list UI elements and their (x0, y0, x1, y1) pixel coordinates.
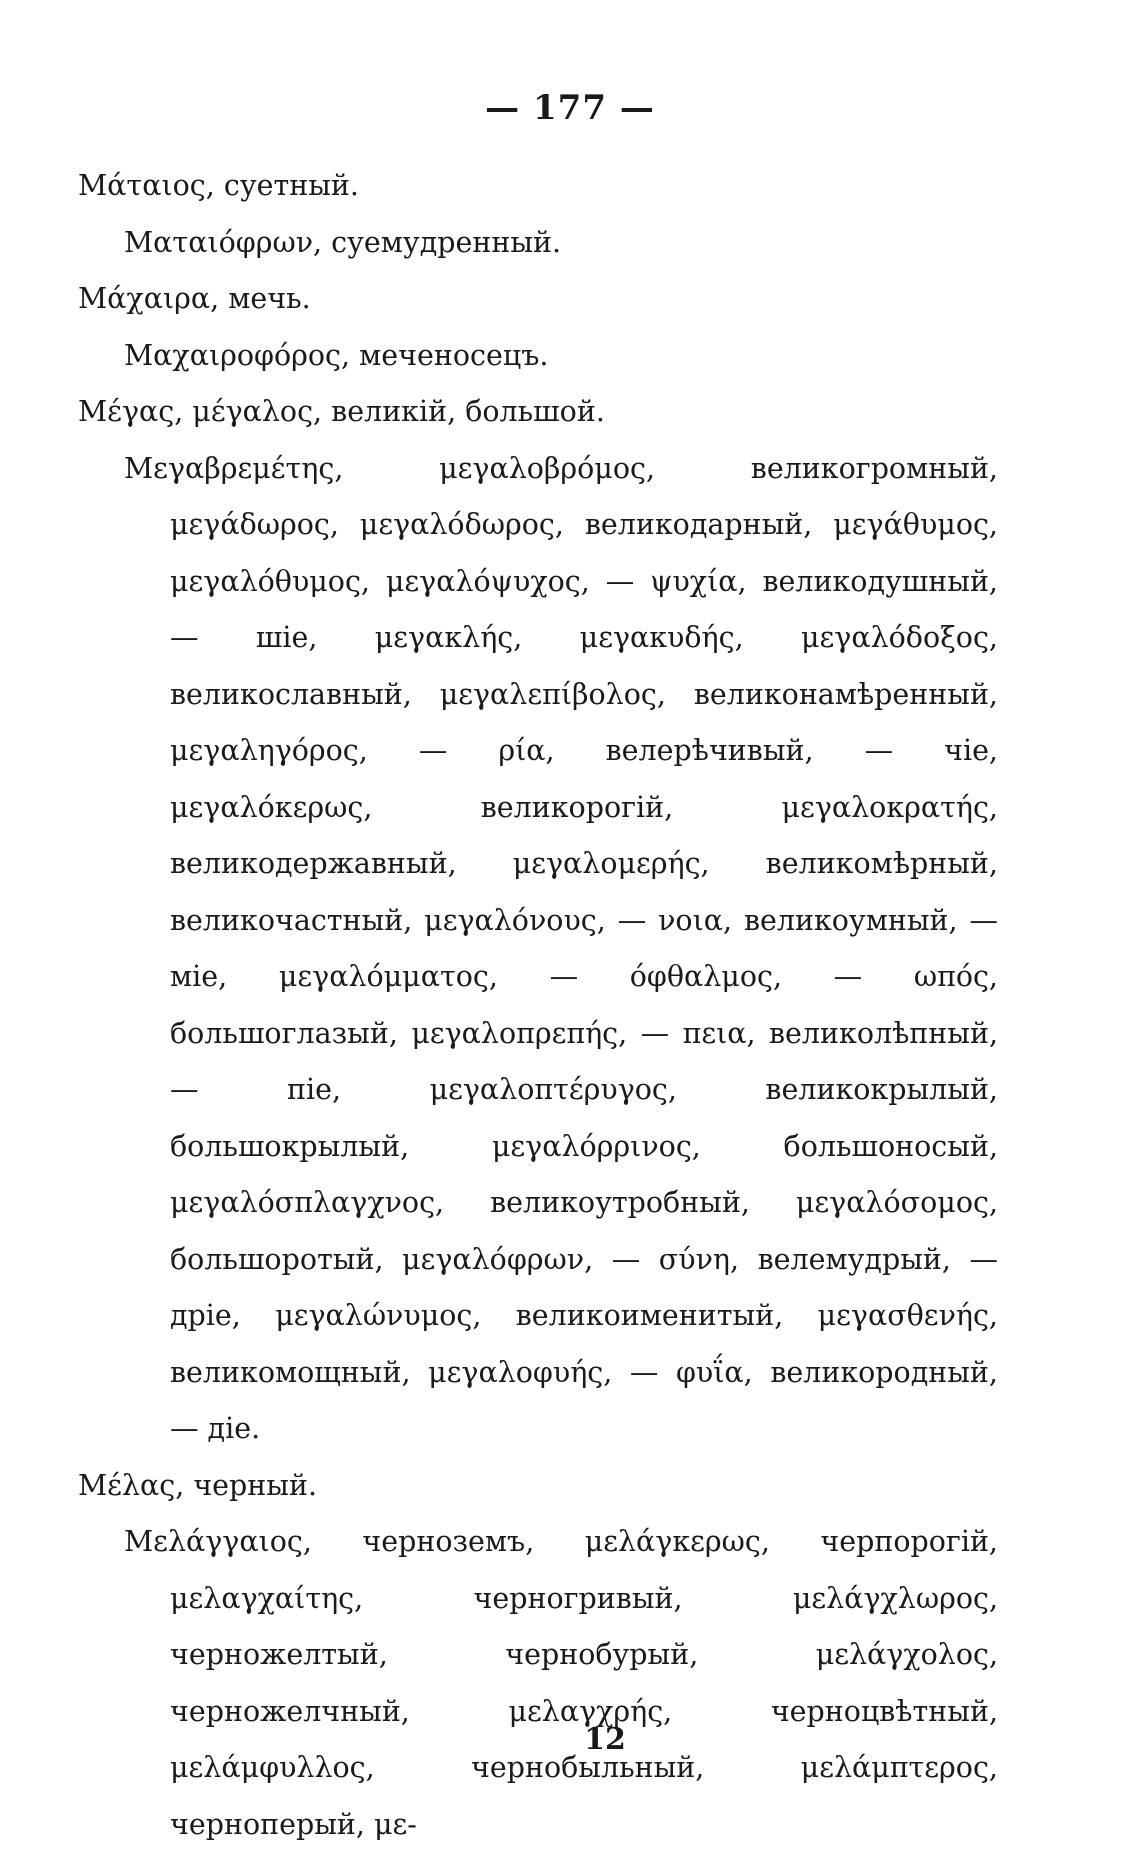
entry-text: Μελάγγαιος, черноземъ, μελάγκερως, черпорогій, μελαγχαίτης, черногривый, μελάγχλωρος, черножелтый, чернобурый, μελάγχολος, черножелчный, μελαγχρής, черноцвѣтный, μελάμφυλλος, чернобыльный, μελάμπτερος, черноперый, με- (124, 1525, 998, 1841)
entry-text: Μάταιος, суетный. (78, 169, 359, 202)
entry-text: Μέγας, μέγαλος, великій, большой. (78, 395, 605, 428)
entry-text: Μάχαιρα, мечь. (78, 282, 311, 315)
entry-text: Ματαιόφρων, суемудренный. (124, 225, 562, 259)
page-number-header: — 177 — (485, 88, 655, 128)
entry-machairoforos (78, 328, 998, 385)
entry-melas (78, 1458, 998, 1515)
entry-megavremetis (78, 441, 998, 1458)
entry-mataios (78, 158, 998, 215)
entry-text: Μέλας, черный. (78, 1468, 318, 1502)
entry-machaira (78, 271, 998, 328)
entry-megas (78, 384, 998, 441)
entry-text: Μεγαβρεμέτης, μεγαλοβρόμος, великогромный, μεγάδωρος, μεγαλόδωρος, великодарный, μεγάθυμος, μεγαλόθυμος, μεγαλόψυχος, — ψυχία, великодушный, — шіе, μεγακλής, μεγακυδής, μεγαλόδοξος, великославный, μεγαλεπίβολος, великонамѣренный, μεγαληγόρος, — ρία, велерѣчивый, — чіе, μεγαλόκερως, великорогій, μεγαλοκρατής, великодержавный, μεγαλομερής, великомѣрный, великочастный, μεγαλόνους, — νοια, великоумный, — міе, μεγαλόμματος, — όφθαλμος, — ωπός, большоглазый, μεγαλοπρεπής, — πεια, великолѣпный, — піе, μεγαλοπτέρυγος, великокрылый, большокрылый, μεγαλόρρινος, большоносый, μεγαλόσπλαγχνος, великоутробный, μεγαλόσομος, большоротый, μεγαλόφρων, — σύνη, велемудрый, — дріе, μεγαλώνυμος, великоименитый, μεγασθενής, великомощный, μεγαλοφυής, — φυΐα, великородный, — діе. (124, 451, 998, 1445)
entry-mataiofron (78, 215, 998, 272)
signature-mark: 12 (584, 1722, 626, 1757)
entry-text: Μαχαιροφόρος, меченосецъ. (124, 338, 549, 372)
entry-melaggaios (78, 1514, 998, 1853)
dictionary-text-block (78, 158, 998, 1853)
